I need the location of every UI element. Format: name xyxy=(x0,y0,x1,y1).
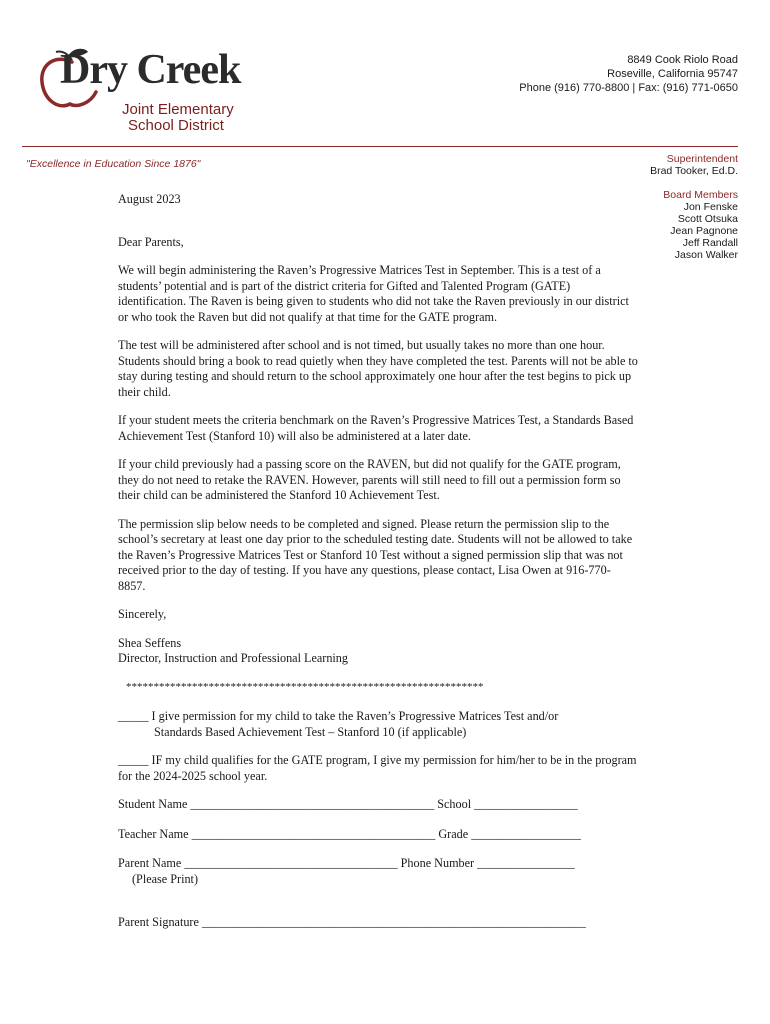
district-motto: "Excellence in Education Since 1876" xyxy=(26,158,201,170)
header-divider xyxy=(22,146,738,147)
superintendent-name: Brad Tooker, Ed.D. xyxy=(650,165,738,177)
address-street: 8849 Cook Riolo Road xyxy=(627,54,738,66)
board-member: Scott Otsuka xyxy=(677,213,738,225)
student-school-field[interactable]: Student Name ________________________________________ School _________________ xyxy=(118,797,578,811)
parent-phone-field[interactable]: Parent Name ___________________________________ Phone Number ________________ xyxy=(118,856,575,870)
permission-testing-line-cont: Standards Based Achievement Test – Stanford 10 (if applicable) xyxy=(154,724,467,739)
letter-signer-name: Shea Seffens xyxy=(118,635,182,650)
letter-paragraph: The permission slip below needs to be completed and signed. Please return the permission slip to the school’s secretary at least one day prior to the scheduled testing date. Students will not be allowed to take the Raven’s Progressive Matrices Test or Stanford 10 Test without a signed permission slip that was not received prior to the day of testing. If you have any questions, please contact, Lisa Owen at 916-770-8857. xyxy=(118,516,633,593)
superintendent-label: Superintendent xyxy=(666,153,738,165)
board-member: Jeff Randall xyxy=(682,237,738,249)
district-logo xyxy=(38,44,241,136)
letter-signer-title: Director, Instruction and Professional Learning xyxy=(118,651,348,665)
permission-gate-line[interactable]: _____ IF my child qualifies for the GATE program, I give my permission for him/her to be in the program for the 2024-2025 school year. xyxy=(118,753,637,783)
logo-wordmark: Dry Creek xyxy=(60,47,241,93)
board-members-label: Board Members xyxy=(663,189,738,201)
letter-closing: Sincerely, xyxy=(118,607,167,621)
leadership-sidebar xyxy=(650,153,738,261)
logo-line-district: School District xyxy=(128,117,224,134)
address-city: Roseville, California 95747 xyxy=(607,68,738,80)
letter-date: August 2023 xyxy=(118,192,181,206)
parent-signature-field[interactable]: Parent Signature _______________________________________________________________ xyxy=(118,915,586,929)
letter-paragraph: The test will be administered after school and is not timed, but usually takes no more than one hour. Students should bring a book to read quietly when they have completed the test. Parents will not be able to stay during testing and should return to the school approximately one hour after the test begins to pick up their child. xyxy=(118,338,638,399)
print-note: (Please Print) xyxy=(132,871,199,886)
letter-paragraph: We will begin administering the Raven’s Progressive Matrices Test in September. This is a test of a students’ potential and is part of the district criteria for Gifted and Talented Program (GATE) identification. The Raven is being given to students who did not take the Raven previously in our district or who took the Raven but did not qualify at that time for the GATE program. xyxy=(118,263,629,324)
board-member: Jason Walker xyxy=(674,249,738,261)
district-address xyxy=(519,53,738,95)
letter-salutation: Dear Parents, xyxy=(118,234,184,249)
section-divider: ***************************************************************** xyxy=(126,680,484,693)
address-phone-fax: Phone (916) 770-8800 | Fax: (916) 771-0650 xyxy=(519,82,738,94)
teacher-grade-field[interactable]: Teacher Name ________________________________________ Grade __________________ xyxy=(118,826,581,841)
letter-paragraph: If your child previously had a passing score on the RAVEN, but did not qualify for the GATE program, they do not need to retake the RAVEN. However, parents will still need to fill out a permission form so their child can be administered the Stanford 10 Achievement Test. xyxy=(118,457,621,502)
permission-testing-line[interactable]: _____ I give permission for my child to take the Raven’s Progressive Matrices Test and/or xyxy=(118,709,559,723)
letter-paragraph: If your student meets the criteria benchmark on the Raven’s Progressive Matrices Test, a Standards Based Achievement Test (Stanford 10) will also be administered at a later date. xyxy=(118,413,634,443)
logo-line-joint: Joint Elementary xyxy=(122,101,234,118)
board-member: Jean Pagnone xyxy=(670,225,738,237)
letter-body xyxy=(118,192,638,931)
board-member: Jon Fenske xyxy=(683,201,738,213)
